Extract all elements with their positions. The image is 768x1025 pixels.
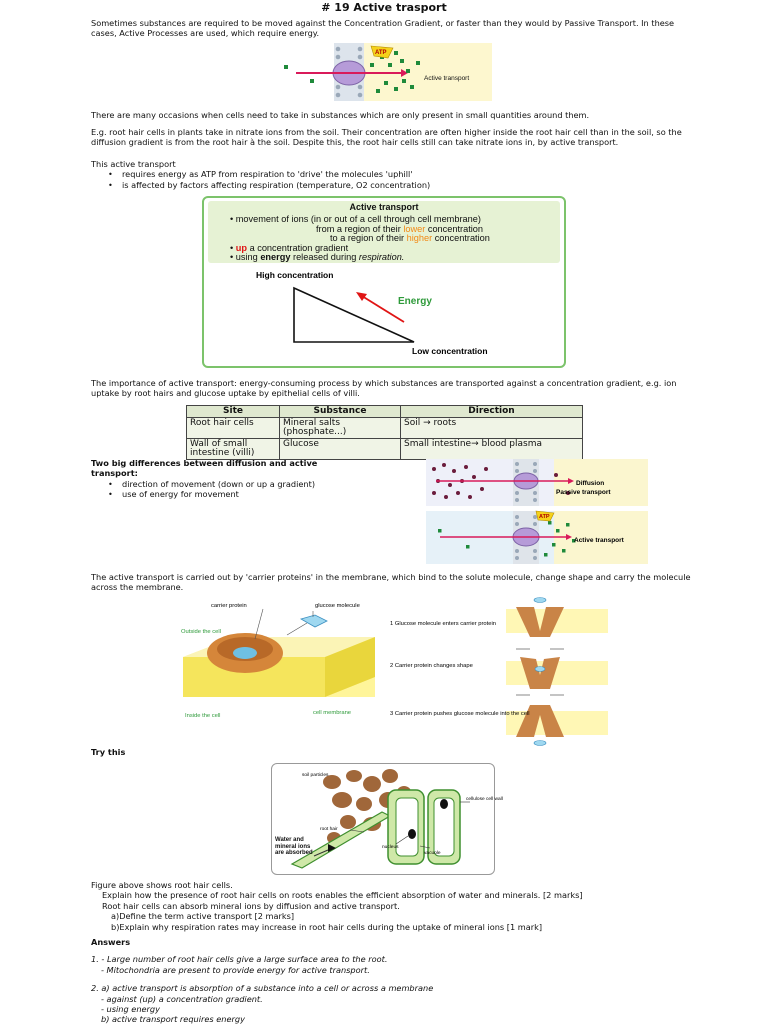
- answer-2a: 2. a) active transport is absorption of a substance into a cell or across a membrane: [91, 983, 434, 994]
- table-header: Site: [187, 406, 280, 418]
- table-cell: Root hair cells: [187, 418, 280, 439]
- intro-text: Sometimes substances are required to be moved against the Concentration Gradient, or faster than they would by Passive Transport. In these cases, Active Processes are used, which require energy.: [91, 18, 675, 39]
- page-title: # 19 Active trasport: [321, 1, 447, 14]
- answers-title: Answers: [91, 937, 131, 947]
- energy-label: Energy: [398, 296, 432, 307]
- carrier-steps-diagram: [388, 597, 608, 747]
- answer-2c: - using energy: [101, 1004, 160, 1015]
- active-transport-box: [202, 196, 566, 368]
- this-at-bullet-2: • is affected by factors affecting respiration (temperature, O2 concentration): [122, 180, 691, 190]
- root-hair-diagram: [272, 764, 503, 874]
- high-concentration-label: High concentration: [256, 270, 334, 280]
- table-cell: Small intestine→ blood plasma: [401, 439, 583, 460]
- paragraph-small-quantities: There are many occasions when cells need to take in substances which are only present in small quantities around them.: [91, 110, 590, 120]
- this-at-lead: This active transport: [91, 159, 176, 169]
- table-header: Substance: [280, 406, 401, 418]
- passive-transport-label: Passive transport: [556, 489, 611, 496]
- differences-title: Two big differences between diffusion and active transport:: [91, 458, 318, 479]
- questions-section: [91, 880, 711, 932]
- box-line-2a: from a region of their: [316, 223, 404, 234]
- carrier-protein-figure: [175, 597, 380, 721]
- box-line-1: movement of ions (in or out of a cell through cell membrane): [235, 214, 481, 224]
- carrier-protein-label: carrier protein: [211, 603, 247, 609]
- root-hair-figure: [271, 763, 503, 875]
- table-cell: Soil → roots: [401, 418, 583, 439]
- question-1: Explain how the presence of root hair cells on roots enables the efficient absorption of water and minerals. [2 marks]: [102, 890, 583, 901]
- site-substance-table: [186, 405, 583, 460]
- box-line-5c: released during: [290, 252, 359, 263]
- outside-cell-label: Outside the cell: [181, 629, 221, 635]
- this-active-transport: [91, 159, 691, 190]
- box-line-3a: to a region of their: [330, 233, 407, 244]
- gradient-triangle-diagram: [204, 264, 564, 368]
- box-line-3c: concentration: [432, 233, 490, 244]
- differences-bullet-1: • direction of movement (down or up a gradient): [122, 479, 361, 489]
- answer-1a: 1. - Large number of root hair cells give a large surface area to the root.: [91, 954, 388, 965]
- box-up-word: up: [235, 242, 248, 253]
- differences-section: [91, 458, 361, 500]
- table-row: [187, 418, 583, 439]
- this-at-bullet-1: • requires energy as ATP from respiration to 'drive' the molecules 'uphill': [122, 169, 691, 179]
- answer-2d: b) active transport requires energy: [101, 1014, 245, 1025]
- answers-section: [91, 937, 691, 1025]
- table-cell: Wall of small intestine (villi): [187, 439, 280, 460]
- step-1-text: 1 Glucose molecule enters carrier protein: [390, 621, 497, 627]
- water-absorbed-label: Water and mineral ions are absorbed: [275, 837, 313, 857]
- table-header-row: [187, 406, 583, 418]
- cellulose-wall-label: cellulose cell wall: [466, 797, 503, 802]
- table-row: [187, 439, 583, 460]
- step-3-label: 3 Carrier protein pushes glucose molecule into the cell: [390, 711, 530, 717]
- carrier-protein-paragraph: The active transport is carried out by 'carrier proteins' in the membrane, which bind to the solute molecule, change shape and carry the molecule across the membrane.: [91, 572, 691, 593]
- fig1-label: Active transport: [424, 75, 470, 82]
- table-header: Direction: [401, 406, 583, 418]
- questions-lead: Figure above shows root hair cells.: [91, 880, 233, 890]
- answer-1b: - Mitochondria are present to provide energy for active transport.: [101, 964, 370, 975]
- box-line-5a: using: [235, 252, 261, 263]
- atp-label: ATP: [539, 514, 550, 520]
- answer-2b: - against (up) a concentration gradient.: [101, 993, 263, 1004]
- paragraph-root-hair: E.g. root hair cells in plants take in nitrate ions from the soil. Their concentration are often higher inside the root hair cell than in the soil, so the diffusion gradient is from the root hair à the soil. Despite this, the root hair cells still can take nitrate ions in, by active transport.: [91, 127, 682, 148]
- diffusion-active-diagram: [426, 459, 648, 564]
- box-text: • movement of ions (in or out of a cell through cell membrane) from a region of their lower concentration to a region of their higher concentration • up a concentration gradient • using energy released during respiration.: [230, 214, 490, 263]
- table-cell: Glucose: [280, 439, 401, 460]
- table-cell: Mineral salts (phosphate...): [280, 418, 401, 439]
- box-higher-word: higher: [406, 233, 433, 244]
- box-line-2c: concentration: [425, 223, 484, 234]
- carrier-protein-diagram: [175, 597, 380, 721]
- box-line-4: a concentration gradient: [247, 242, 349, 253]
- box-respiration-word: respiration.: [358, 252, 405, 263]
- inside-cell-label: Inside the cell: [185, 713, 221, 719]
- active-transport-figure: [276, 43, 492, 101]
- root-hair-label: root hair: [320, 827, 338, 832]
- active-transport-diagram: [276, 43, 492, 101]
- step-2-label: 2 Carrier protein changes shape: [390, 663, 473, 669]
- diffusion-vs-active-figure: [426, 459, 648, 564]
- cell-membrane-label: cell membrane: [313, 710, 352, 716]
- try-this-heading: Try this: [91, 747, 126, 757]
- question-2: Root hair cells can absorb mineral ions by diffusion and active transport.: [102, 900, 400, 911]
- importance-paragraph: The importance of active transport: energy-consuming process by which substances are transported against a concentration gradient, e.g. ion uptake by root hairs and glucose uptake by epithelial cells of villi.: [91, 378, 677, 399]
- diffusion-label: Diffusion: [576, 480, 605, 487]
- glucose-molecule-label: glucose molecule: [315, 603, 360, 609]
- vacuole-label: vacuole: [424, 851, 441, 856]
- question-2a: a)Define the term active transport [2 marks]: [111, 911, 295, 922]
- intro-paragraph: [91, 18, 691, 39]
- nucleus-label: nucleus: [382, 845, 399, 850]
- carrier-steps-figure: [388, 597, 608, 747]
- atp-label: ATP: [375, 50, 387, 56]
- box-lower-word: lower: [403, 223, 426, 234]
- active-transport-label: Active transport: [574, 537, 624, 544]
- question-2b: b)Explain why respiration rates may increase in root hair cells during the uptake of mineral ions [1 mark]: [111, 921, 543, 932]
- soil-particles-label: soil particles: [302, 773, 329, 778]
- differences-bullet-2: • use of energy for movement: [122, 489, 361, 499]
- box-energy-word: energy: [260, 252, 291, 263]
- low-concentration-label: Low concentration: [412, 346, 488, 356]
- step-1-label: [390, 621, 496, 627]
- box-title: Active transport: [349, 202, 419, 212]
